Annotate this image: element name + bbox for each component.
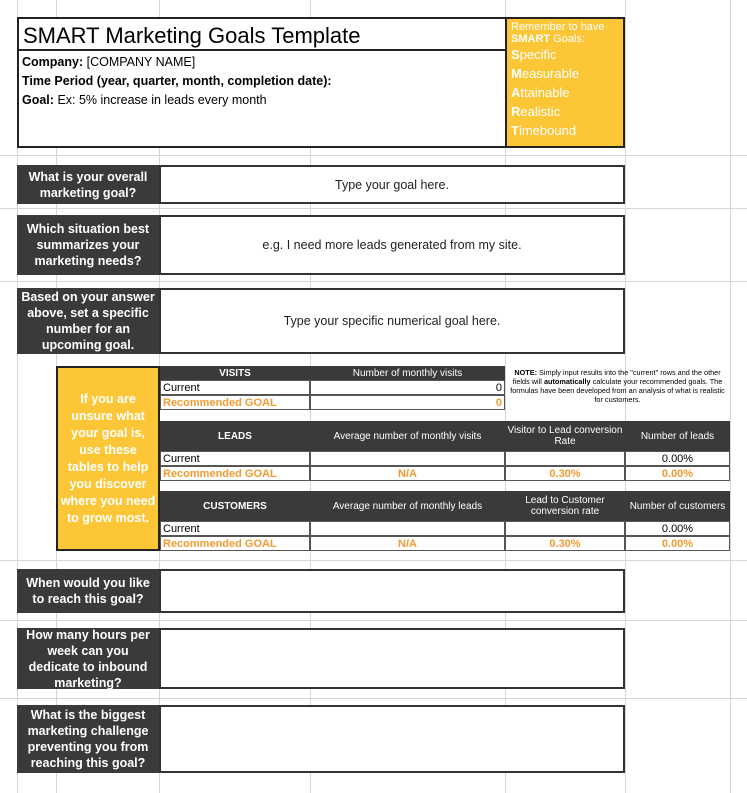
when-input[interactable] <box>159 569 625 613</box>
smart-item-measurable: Measurable <box>511 66 579 81</box>
situation-input[interactable]: e.g. I need more leads generated from my site. <box>159 215 625 275</box>
customers-col1-header: Average number of monthly leads <box>310 491 505 521</box>
customers-current-result: 0.00% <box>625 521 730 536</box>
reminder-line: SMART Goals: <box>511 33 585 45</box>
gridline <box>0 281 747 282</box>
smart-item-realistic: Realistic <box>511 104 561 119</box>
leads-goal-col1: N/A <box>310 466 505 481</box>
leads-current-result: 0.00% <box>625 451 730 466</box>
visits-current-label: Current <box>160 380 310 395</box>
specific-goal-input[interactable]: Type your specific numerical goal here. <box>159 288 625 354</box>
info-section <box>17 51 505 148</box>
visits-col-header: Number of monthly visits <box>310 366 505 380</box>
overall-goal-input[interactable]: Type your goal here. <box>159 165 625 204</box>
challenge-label: What is the biggest marketing challenge preventing you from reaching this goal? <box>17 705 159 773</box>
gridline <box>730 0 731 793</box>
customers-goal-col3: 0.00% <box>625 536 730 551</box>
hours-input[interactable] <box>159 628 625 689</box>
gridline <box>0 620 747 621</box>
gridline <box>0 155 747 156</box>
reminder-line: Remember to have <box>511 21 605 33</box>
visits-header: VISITS <box>160 366 310 380</box>
leads-goal-col2: 0.30% <box>505 466 625 481</box>
smart-item-attainable: Attainable <box>511 85 570 100</box>
customers-current-input[interactable] <box>310 521 505 536</box>
smart-item-specific: Specific <box>511 47 557 62</box>
leads-col2-header: Visitor to Lead conversion Rate <box>505 421 625 451</box>
leads-current-label: Current <box>160 451 310 466</box>
smart-reminder <box>505 17 625 148</box>
goal-row[interactable]: Goal: Ex: 5% increase in leads every month <box>22 93 267 107</box>
visits-goal-label: Recommended GOAL <box>160 395 310 410</box>
visits-goal-value: 0 <box>310 395 505 410</box>
customers-current-rate-input[interactable] <box>505 521 625 536</box>
side-hint: If you are unsure what your goal is, use these tables to help you discover where you need to grow most. <box>56 366 160 551</box>
situation-label: Which situation best summarizes your marketing needs? <box>17 215 159 275</box>
leads-current-input[interactable] <box>310 451 505 466</box>
overall-goal-label: What is your overall marketing goal? <box>17 165 159 204</box>
customers-header: CUSTOMERS <box>160 491 310 521</box>
customers-current-label: Current <box>160 521 310 536</box>
company-row[interactable]: Company: [COMPANY NAME] <box>22 55 196 69</box>
customers-goal-col1: N/A <box>310 536 505 551</box>
leads-goal-label: Recommended GOAL <box>160 466 310 481</box>
gridline <box>0 208 747 209</box>
period-row[interactable]: Time Period (year, quarter, month, completion date): <box>22 74 332 88</box>
leads-col1-header: Average number of monthly visits <box>310 421 505 451</box>
gridline <box>0 560 747 561</box>
leads-col3-header: Number of leads <box>625 421 730 451</box>
visits-current-input[interactable]: 0 <box>310 380 505 395</box>
smart-item-timebound: Timebound <box>511 123 577 138</box>
leads-goal-col3: 0.00% <box>625 466 730 481</box>
leads-header: LEADS <box>160 421 310 451</box>
page-title: SMART Marketing Goals Template <box>17 17 505 51</box>
customers-goal-label: Recommended GOAL <box>160 536 310 551</box>
specific-goal-label: Based on your answer above, set a specific number for an upcoming goal. <box>17 288 159 354</box>
gridline <box>0 698 747 699</box>
when-label: When would you like to reach this goal? <box>17 569 159 613</box>
challenge-input[interactable] <box>159 705 625 773</box>
hours-label: How many hours per week can you dedicate to inbound marketing? <box>17 628 159 689</box>
formula-note: NOTE: Simply input results into the "current" rows and the other fields will automatically calculate your recommended goals. The formulas have been developed from an analysis of what is realistic for customers. <box>510 368 725 404</box>
leads-current-rate-input[interactable] <box>505 451 625 466</box>
customers-goal-col2: 0.30% <box>505 536 625 551</box>
customers-col2-header: Lead to Customer conversion rate <box>505 491 625 521</box>
customers-col3-header: Number of customers <box>625 491 730 521</box>
